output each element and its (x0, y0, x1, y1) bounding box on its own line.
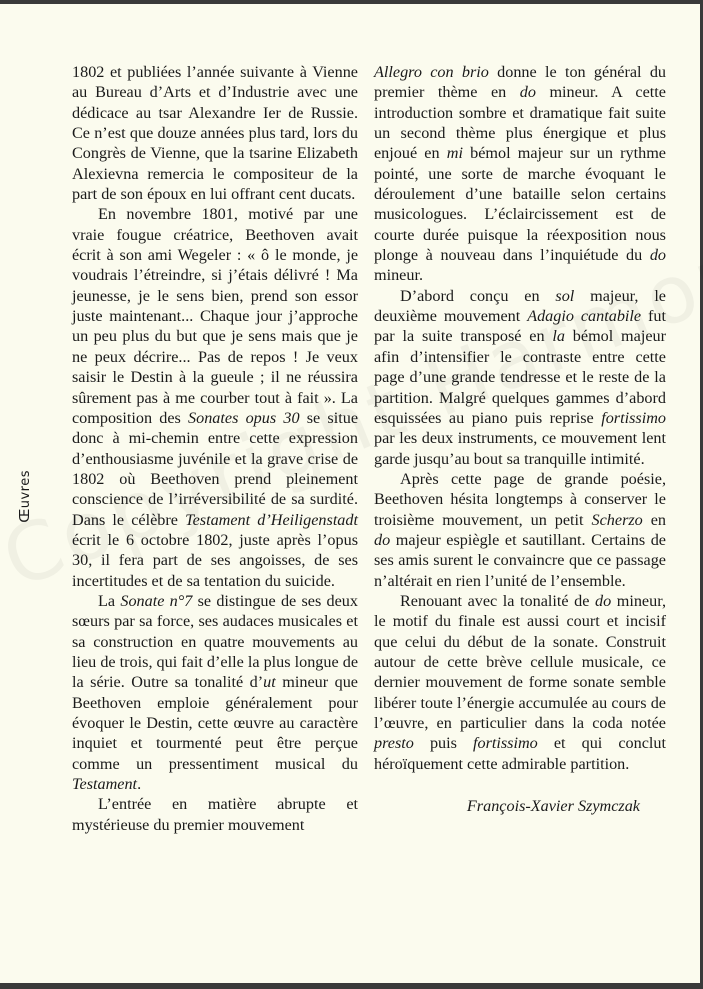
paragraph-8: Renouant avec la tonalité de do mineur, le motif du finale est aussi court et incisif que celui du début de la sonate. Construit autour de cette brève cellule musicale, ce dernier mouvement de forme sonate semble libérer toute l’énergie accumulée au cours de l’œuvre, en particulier dans la coda notée presto puis fortissimo et qui conclut héroïquement cette admirable partition. (374, 591, 666, 773)
paragraph-5: Allegro con brio donne le ton général du premier thème en do mineur. A cette introduction sombre et dramatique fait suite un second thème plus énergique et plus enjoué en mi bémol majeur sur un rythme pointé, une sorte de marche évoquant le déroulement d’une bataille selon certains musicologues. L’éclaircissement est de courte durée puisque la réexposition nous plonge à nouveau dans l’inquiétude du do mineur. (374, 63, 667, 285)
section-side-label: Œuvres (18, 470, 33, 523)
paragraph-6: D’abord conçu en sol majeur, le deuxième mouvement Adagio cantabile fut par la suite transposé en la bémol majeur afin d’intensifier le contraste entre cette page d’une grande tendresse et le reste de la partition. Malgré quelques gammes d’abord esquissées au piano puis reprise fortissimo par les deux instruments, ce mouvement lent garde jusqu’au bout sa tranquille intimité. (374, 286, 667, 468)
right-column (374, 62, 666, 816)
paragraph-1: 1802 et publiées l’année suivante à Vienne au Bureau d’Arts et d’Industrie avec une dédicace au tsar Alexandre Ier de Russie. Ce n’est que douze années plus tard, lors du Congrès de Vienne, que la tsarine Elizabeth Alexievna remercia le compositeur de la part de son époux en lui offrant cent ducats. (72, 63, 358, 204)
page-edge-bottom (0, 983, 703, 989)
author-signature: François-Xavier Szymczak (466, 797, 640, 816)
paragraph-4: L’entrée en matière abrupte et mystérieuse du premier mouvement (72, 795, 358, 834)
paragraph-3: La Sonate n°7 se distingue de ses deux sœurs par sa force, ses audaces musicales et sa construction en quatre mouvements au lieu de trois, qui fait d’elle la plus longue de la série. Outre sa tonalité d’ut mineur que Beethoven emploie généralement pour évoquer le Destin, cette œuvre au caractère inquiet et tourmenté peut être perçue comme un pressentiment musical du Testament. (72, 591, 358, 794)
paragraph-2: En novembre 1801, motivé par une vraie fougue créatrice, Beethoven avait écrit à son ami Wegeler : « ô le monde, je voudrais l’étreindre, si j’étais délivré ! Ma jeunesse, je le sens bien, prend son essor juste maintenant... Chaque jour j’approche un peu plus du but que je sens mais que je ne peux décrire... Pas de repos ! Je veux saisir le Destin à la gueule ; il ne réussira sûrement pas à me courber tout à fait ». La composition des Sonates opus 30 se situe donc à mi-chemin entre cette expression d’enthousiasme juvénile et la grave crise de 1802 où Beethoven prend pleinement conscience de l’irréversibilité de sa surdité. Dans le célèbre Testament d’Heiligenstadt écrit le 6 octobre 1802, juste après l’opus 30, il fera part de ses angoisses, de ses incertitudes et de sa tentation du suicide. (72, 205, 358, 590)
left-column (72, 62, 358, 835)
page-edge-top (0, 0, 703, 4)
paragraph-7: Après cette page de grande poésie, Beethoven hésita longtemps à conserver le troisième mouvement, un petit Scherzo en do majeur espiègle et sautillant. Certains de ses amis surent le convaincre que ce passage n’altérait en rien l’unité de l’ensemble. (374, 469, 667, 590)
